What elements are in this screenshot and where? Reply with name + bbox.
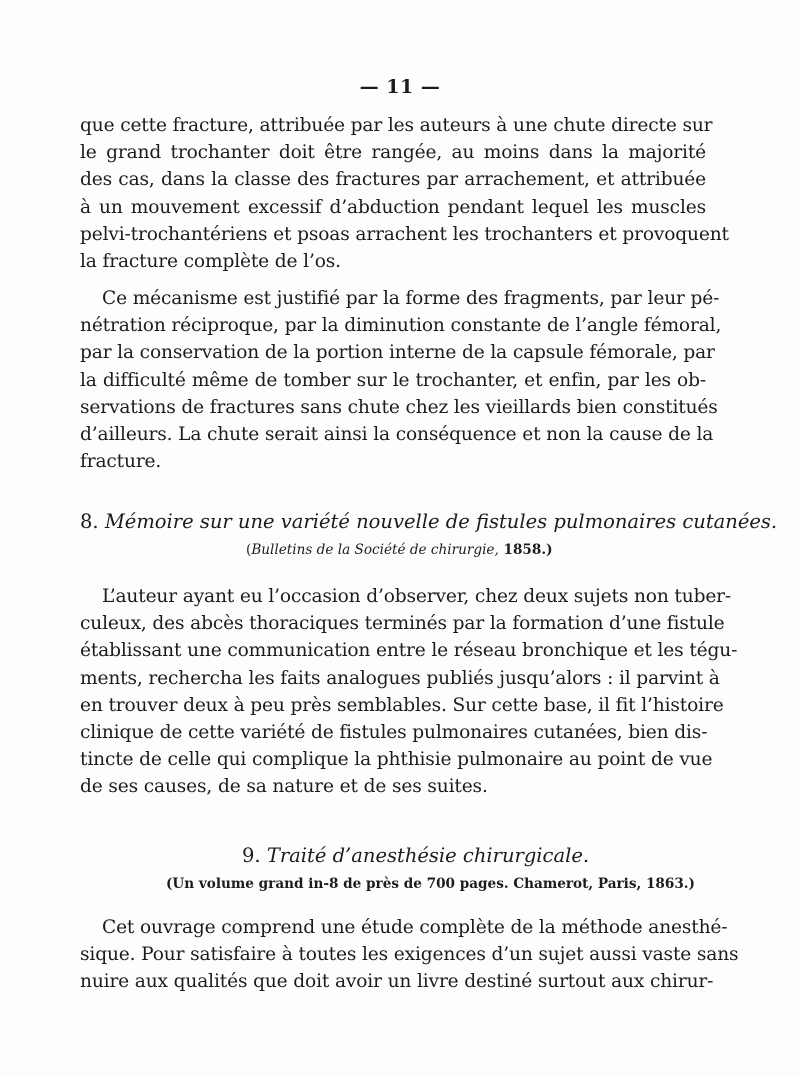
text-line: la fracture complète de l’os.	[80, 250, 341, 272]
text-line: que cette fracture, attribuée par les auteurs à une chute directe sur	[80, 115, 713, 136]
text-line: par la conservation de la portion interne de la capsule fémorale, par	[80, 342, 715, 364]
text-line: Ce mécanisme est justifié par la forme des fragments, par leur pé-	[102, 288, 720, 309]
text-line: sique. Pour satisfaire à toutes les exigences d’un sujet aussi vaste sans	[80, 944, 739, 966]
text-line: en trouver deux à peu près semblables. Sur cette base, il fit l’histoire	[80, 694, 724, 716]
section-9-heading	[242, 843, 589, 869]
text-line: ments, recherchа les faits analogues publiés jusqu’alors : il parvint à	[80, 667, 720, 689]
text-line: Cet ouvrage comprend une étude complète de la méthode anesthé-	[102, 917, 728, 938]
citation-open-paren: (	[246, 542, 252, 558]
text-line: clinique de cette variété de fistules pulmonaires cutanées, bien dis-	[80, 721, 708, 743]
text-line: d’ailleurs. La chute serait ainsi la conséquence et non la cause de la	[80, 423, 714, 445]
text-line: de ses causes, de sa nature et de ses suites.	[80, 776, 488, 798]
text-line: nétration réciproque, par la diminution constante de l’angle fémoral,	[80, 315, 722, 337]
text-line: le grand trochanter doit être rangée, au moins dans la majorité	[80, 142, 706, 164]
paragraph-anesthesia-treatise	[80, 914, 739, 996]
section-8-citation	[246, 540, 553, 560]
text-line: des cas, dans la classe des fractures par arrachement, et attribuée	[80, 169, 706, 191]
section-8-number: 8.	[80, 510, 99, 533]
paragraph-mechanism-justification	[80, 285, 722, 475]
text-line: fracture.	[80, 451, 162, 473]
page-number: — 11 —	[359, 76, 441, 98]
text-line: L’auteur ayant eu l’occasion d’observer, chez deux sujets non tuber-	[102, 586, 732, 607]
text-line: établissant une communication entre le réseau bronchique et les tégu-	[80, 640, 738, 662]
citation-journal: Bulletins de la Société de chirurgie,	[251, 542, 499, 558]
paragraph-fracture-mechanism	[80, 112, 729, 275]
text-line: à un mouvement excessif d’abduction pendant lequel les muscles	[80, 196, 706, 218]
text-line: la difficulté même de tomber sur le trochanter, et enfin, par les ob-	[80, 369, 706, 391]
section-9-citation: (Un volume grand in-8 de près de 700 pages. Chamerot, Paris, 1863.)	[166, 876, 695, 892]
section-9-title: Traité d’anesthésie chirurgicale.	[266, 844, 590, 867]
paragraph-fistula-study	[80, 583, 738, 801]
text-line: culeux, des abcès thoraciques terminés par la formation d’une fistule	[80, 613, 725, 635]
citation-year: 1858.)	[498, 542, 553, 558]
text-line: pelvi-trochantériens et psoas arrachent les trochanters et provoquent	[80, 223, 729, 245]
text-line: servations de fractures sans chute chez les vieillards bien constitués	[80, 396, 718, 418]
text-line: nuire aux qualités que doit avoir un livre destiné surtout aux chirur-	[80, 971, 714, 993]
section-8-title: Mémoire sur une variété nouvelle de fistules pulmonaires cutanées.	[104, 510, 778, 533]
section-8-heading	[80, 509, 777, 535]
section-9-number: 9.	[242, 844, 261, 867]
text-line: tincte de celle qui complique la phthisie pulmonaire au point de vue	[80, 749, 713, 771]
